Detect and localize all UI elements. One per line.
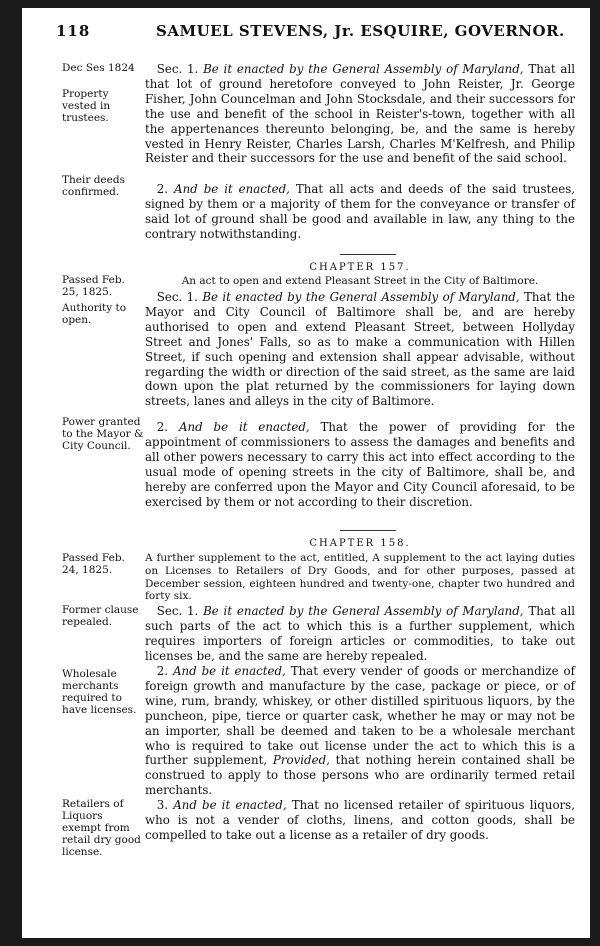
margin-note-property: Property vested in trustees.	[62, 88, 111, 124]
margin-note-authority: Authority to open.	[62, 302, 127, 326]
margin-note-passed-157: Passed Feb. 25, 1825.	[62, 274, 125, 298]
chapter-157-heading: CHAPTER 157.	[309, 262, 411, 273]
document-page	[22, 8, 590, 938]
chapter-158-sec-2: 2. And be it enacted, That every vender of goods or merchandize of foreign growth and manufacture by the case, package or piece, or of wine, rum, brandy, whiskey, or other distilled spirituous liquors, by the puncheon, pipe, tierce or quarter cask, whether he may or may not be an importer, shall be deemed and taken to be a wholesale merchant who is required to take out license under the act to which this is a further supplement, Provided, that nothing herein contained shall be construed to apply to those persons who are ordinarily termed retail merchants.	[145, 664, 576, 798]
running-head: SAMUEL STEVENS, Jr. ESQUIRE, GOVERNOR.	[156, 22, 565, 40]
section-divider	[340, 254, 396, 255]
margin-note-retailers: Retailers of Liquors exempt from retail dry good license.	[62, 798, 141, 858]
chapter-158-heading: CHAPTER 158.	[309, 538, 411, 549]
chapter-157-sec-2: 2. And be it enacted, That the power of providing for the appointment of commissioners to assess the damages and benefits and all other powers necessary to carry this act into effect according to the usual mode of opening streets in the city of Baltimore, shall be, and hereby are conferred upon the Mayor and City Council aforesaid, to be exercised by them or not according to their discretion.	[145, 420, 575, 509]
page-header	[56, 22, 570, 46]
chapter-157-title: An act to open and extend Pleasant Street in the City of Baltimore.	[181, 275, 539, 287]
margin-note-wholesale: Wholesale merchants required to have licenses.	[62, 668, 137, 716]
page-number: 118	[56, 22, 91, 40]
chapter-158-title: A further supplement to the act, entitled, A supplement to the act laying duties on Licenses to Retailers of Dry Goods, and for other purposes, passed at December session, eighteen hundred and twenty-one, chapter two hundred and forty six.	[145, 552, 575, 603]
chapter-158-sec-1: Sec. 1. Be it enacted by the General Assembly of Maryland, That all such parts of the act to which this is a further supplement, which requires importers of foreign articles or commodities, to take out licenses be, and the same are hereby repealed.	[145, 604, 576, 663]
chapter-158-sec-3: 3. And be it enacted, That no licensed retailer of spirituous liquors, who is not a vender of cloths, linens, and cotton goods, shall be compelled to take out a license as a retailer of dry goods.	[145, 798, 575, 842]
top-section-sec-1: Sec. 1. Be it enacted by the General Assembly of Maryland, That all that lot of ground heretofore conveyed to John Reister, Jr. George Fisher, John Councelman and John Stocksdale, and their successors for the use and benefit of the school in Reister's-town, together with all the appertenances thereunto belonging, be, and the same is hereby vested in Henry Reister, Charles Larsh, Charles M'Kelfresh, and Philip Reister and their successors for the use and benefit of the said school.	[145, 62, 576, 166]
margin-note-power: Power granted to the Mayor & City Council.	[62, 416, 144, 452]
chapter-157-sec-1: Sec. 1. Be it enacted by the General Assembly of Maryland, That the Mayor and City Council of Baltimore shall be, and are hereby authorised to open and extend Pleasant Street, between Hollyday Street and Jones' Falls, so as to make a communication with Hillen Street, if such opening and extension shall appear advisable, without regarding the width or direction of the said street, as the same are laid down upon the plat returned by the commissioners for laying down streets, lanes and alleys in the city of Baltimore.	[145, 290, 576, 409]
margin-note-passed-158: Passed Feb. 24, 1825.	[62, 552, 125, 576]
margin-note-former-clause: Former clause repealed.	[62, 604, 139, 628]
chapter-divider	[340, 530, 396, 531]
margin-note-deeds: Their deeds confirmed.	[62, 174, 125, 198]
margin-note-date: Dec Ses 1824	[62, 62, 135, 74]
top-section-sec-2: 2. And be it enacted, That all acts and deeds of the said trustees, signed by them or a majority of them for the conveyance or transfer of said lot of ground shall be good and available in law, any thing to the contrary notwithstanding.	[145, 182, 576, 241]
